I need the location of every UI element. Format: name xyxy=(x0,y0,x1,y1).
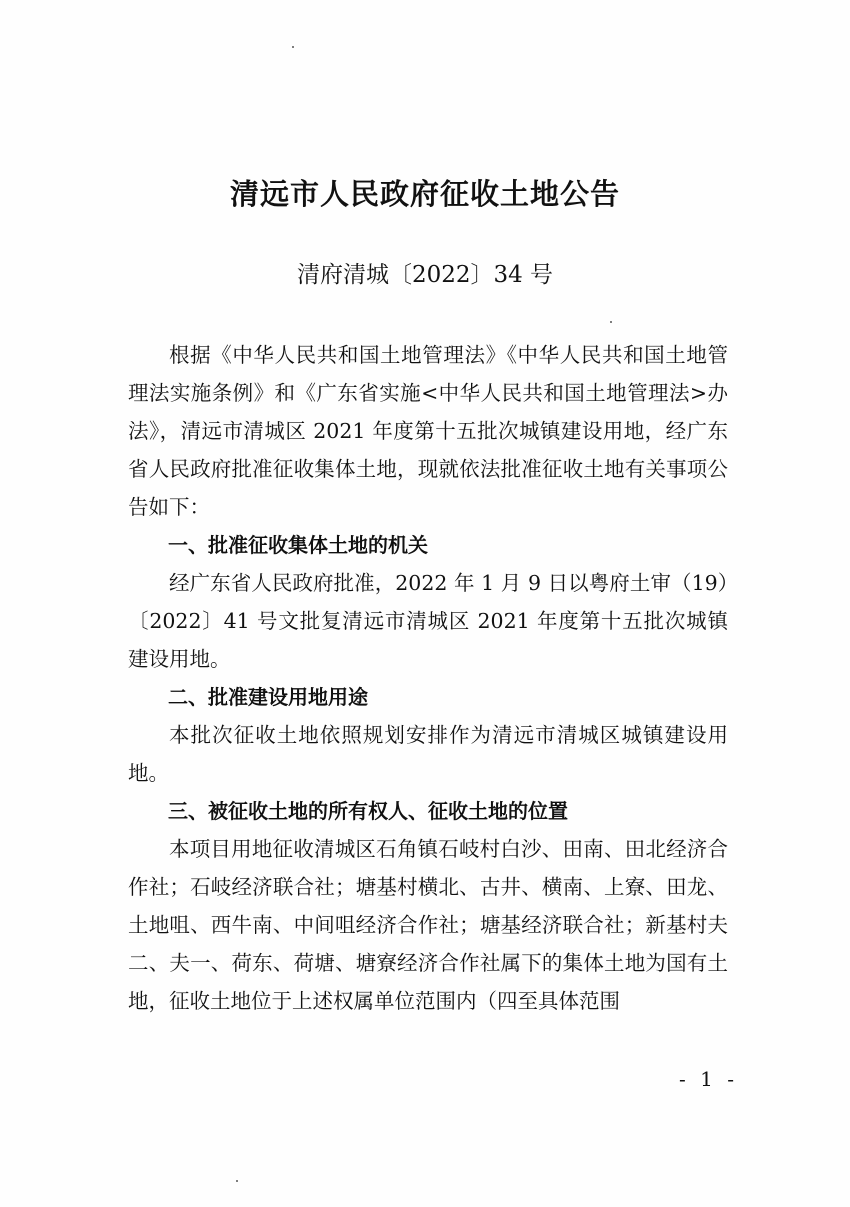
section-heading-approval-authority: 一、批准征收集体土地的机关 xyxy=(168,533,428,557)
section-text-owners-location: 本项目用地征收清城区石角镇石岐村白沙、田南、田北经济合作社；石岐经济联合社；塘基村横北、古井、横南、上寮、田龙、土地咀、西牛南、中间咀经济合作社；塘基经济联合社；新基村夫二、夫一、荷东、荷塘、塘寮经济合作社属下的集体土地为国有土地，征收土地位于上述权属单位范围内（四至具体范围 xyxy=(128,837,728,1013)
section-text-land-use: 本批次征收土地依照规划安排作为清远市清城区城镇建设用地。 xyxy=(128,723,728,785)
scan-speck xyxy=(610,321,612,323)
page-number: - 1 - xyxy=(679,1067,738,1091)
intro-paragraph: 根据《中华人民共和国土地管理法》《中华人民共和国土地管理法实施条例》和《广东省实施<中华人民共和国土地管理法>办法》，清远市清城区 2021 年度第十五批次城镇建设用地，经广东省人民政府批准征收集体土地，现就依法批准征收土地有关事项公告如下： xyxy=(128,343,728,519)
scan-speck xyxy=(292,46,294,48)
section-heading-owners-location: 三、被征收土地的所有权人、征收土地的位置 xyxy=(168,799,568,823)
notice-body xyxy=(128,336,728,1020)
document-number: 清府清城〔2022〕34 号 xyxy=(296,262,554,288)
scan-speck xyxy=(236,1180,238,1182)
section-heading-land-use: 二、批准建设用地用途 xyxy=(168,685,368,709)
section-text-approval-authority: 经广东省人民政府批准，2022 年 1 月 9 日以粤府土审（19）〔2022〕41 号文批复清远市清城区 2021 年度第十五批次城镇建设用地。 xyxy=(128,571,728,671)
notice-title: 清远市人民政府征收土地公告 xyxy=(229,177,620,211)
